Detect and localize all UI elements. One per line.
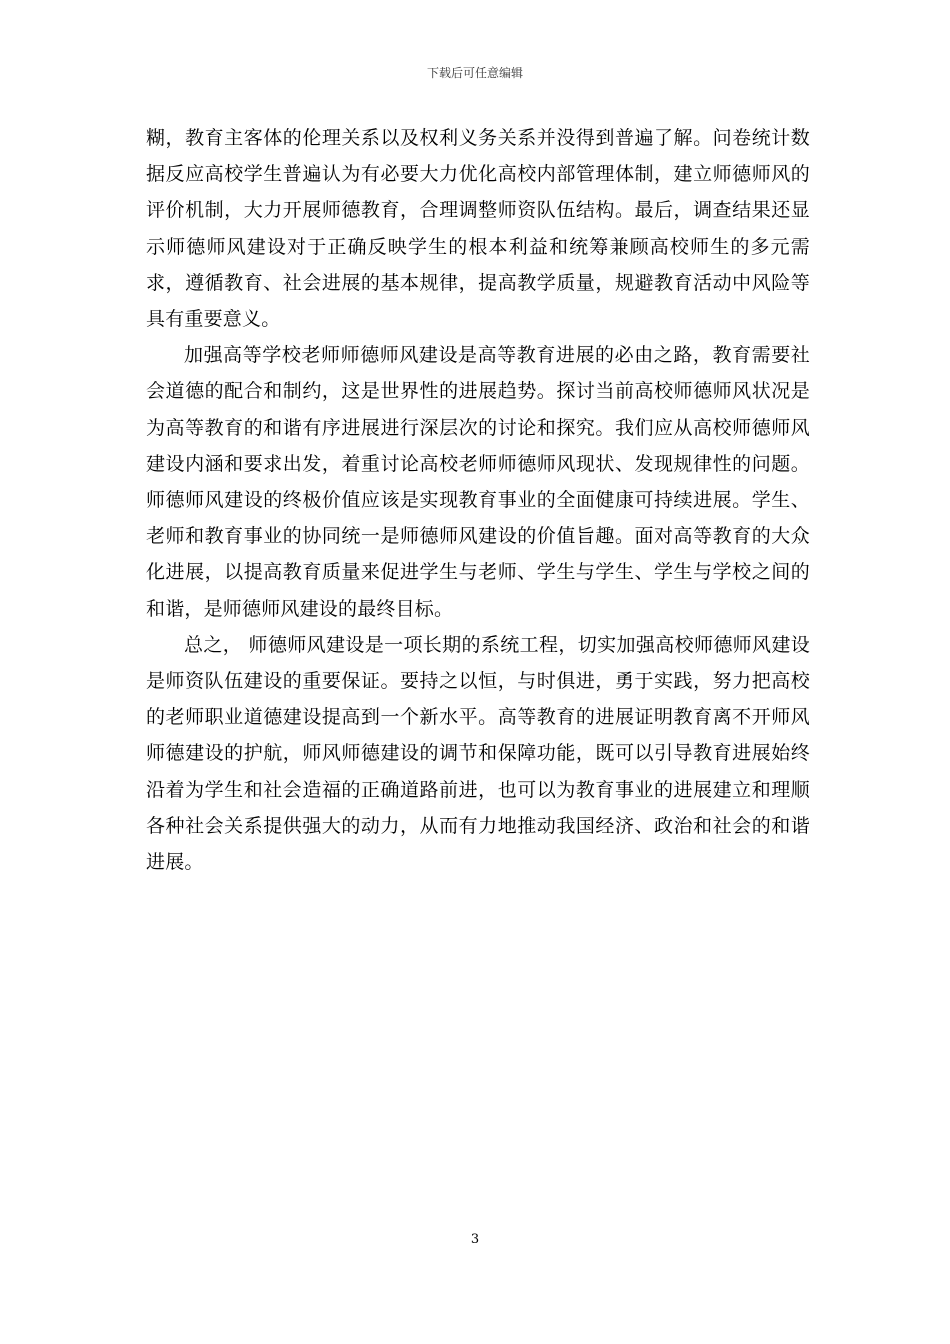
page-header — [0, 66, 950, 80]
paragraph-conclusion: 总之， 师德师风建设是一项长期的系统工程，切实加强高校师德师风建设是师资队伍建设的重要保证。要持之以恒，与时俱进，勇于实践，努力把高校的老师职业道德建设提高到一个新水平。高等教育的进展证明教育离不开师风师德建设的护航，师风师德建设的调节和保障功能，既可以引导教育进展始终沿着为学生和社会造福的正确道路前进，也可以为教育事业的进展建立和理顺各种社会关系提供强大的动力，从而有力地推动我国经济、政治和社会的和谐进展。 — [146, 633, 810, 874]
header-text: 下载后可任意编辑 — [426, 66, 523, 80]
paragraph-continued: 糊，教育主客体的伦理关系以及权利义务关系并没得到普遍了解。问卷统计数据反应高校学生普遍认为有必要大力优化高校内部管理体制，建立师德师风的评价机制，大力开展师德教育，合理调整师资队伍结构。最后，调查结果还显示师德师风建设对于正确反映学生的根本利益和统筹兼顾高校师生的多元需求，遵循教育、社会进展的基本规律，提高教学质量，规避教育活动中风险等具有重要意义。 — [146, 127, 810, 331]
page-number: 3 — [470, 1232, 480, 1247]
page-footer — [0, 1232, 950, 1248]
paragraph: 加强高等学校老师师德师风建设是高等教育进展的必由之路，教育需要社会道德的配合和制约，这是世界性的进展趋势。探讨当前高校师德师风状况是为高等教育的和谐有序进展进行深层次的讨论和探究。我们应从高校师德师风建设内涵和要求出发，着重讨论高校老师师德师风现状、发现规律性的问题。师德师风建设的终极价值应该是实现教育事业的全面健康可持续进展。学生、老师和教育事业的协同统一是师德师风建设的价值旨趣。面对高等教育的大众化进展，以提高教育质量来促进学生与老师、学生与学生、学生与学校之间的和谐，是师德师风建设的最终目标。 — [146, 344, 810, 620]
document-body — [146, 120, 810, 880]
